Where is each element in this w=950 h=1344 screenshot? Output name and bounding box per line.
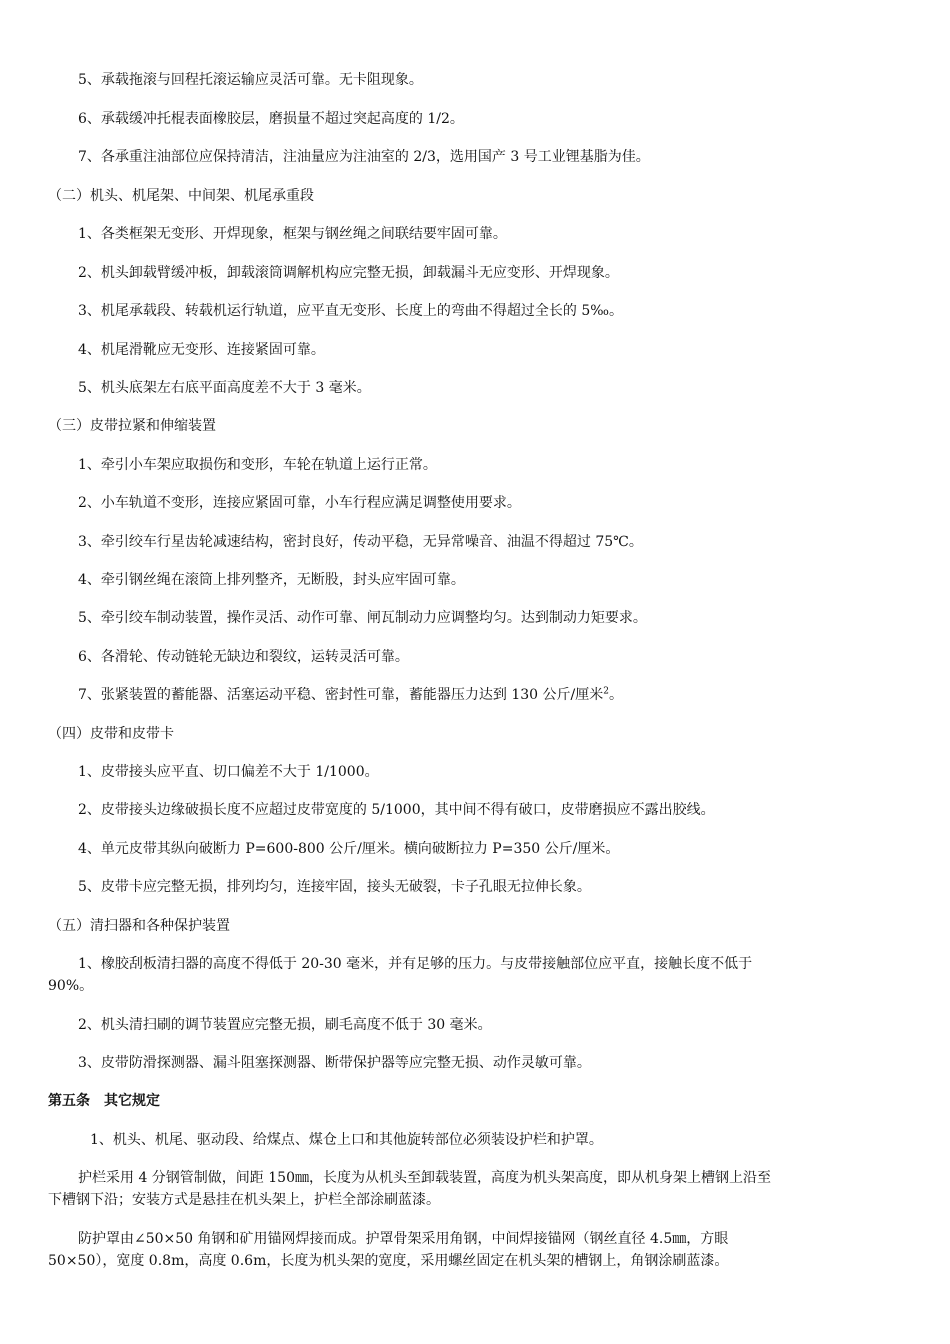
text-line-33 — [48, 1251, 728, 1271]
line-text: 3、皮带防滑探测器、漏斗阻塞探测器、断带保护器等应完整无损、动作灵敏可靠。 — [78, 1055, 591, 1071]
line-text: 1、皮带接头应平直、切口偏差不大于 1/1000。 — [78, 764, 379, 780]
heading-text: （二）机头、机尾架、中间架、机尾承重段 — [48, 188, 314, 204]
line-text: 1、牵引小车架应取损伤和变形，车轮在轨道上运行正常。 — [78, 457, 437, 473]
line-text: 护栏采用 4 分钢管制做，间距 150㎜，长度为从机头至卸载装置，高度为机头架高度，即从机身架上槽钢上沿至 — [78, 1170, 771, 1186]
line-text: 5、牵引绞车制动装置，操作灵活、动作可靠、闸瓦制动力应调整均匀。达到制动力矩要求。 — [78, 610, 647, 626]
line-text: 4、牵引钢丝绳在滚筒上排列整齐，无断股，封头应牢固可靠。 — [78, 572, 465, 588]
article-title — [48, 1091, 160, 1111]
line-text: 1、橡胶刮板清扫器的高度不得低于 20-30 毫米，并有足够的压力。与皮带接触部位应平直，接触长度不低于 — [78, 956, 753, 972]
line-tail: 。 — [608, 687, 623, 703]
line-text: 1、机头、机尾、驱动段、给煤点、煤仓上口和其他旋转部位必须装设护栏和护罩。 — [90, 1132, 603, 1148]
section-heading-4 — [48, 724, 174, 744]
section-heading-3 — [48, 416, 216, 436]
text-line-12 — [78, 493, 521, 513]
text-line-19 — [78, 762, 379, 782]
line-text: 3、机尾承载段、转载机运行轨道，应平直无变形、长度上的弯曲不得超过全长的 5‰。 — [78, 303, 624, 319]
text-line-29 — [90, 1130, 603, 1150]
text-line-1 — [78, 70, 423, 90]
line-text: 3、牵引绞车行星齿轮减速结构，密封良好，传动平稳，无异常噪音、油温不得超过 75℃。 — [78, 534, 643, 550]
text-line-7 — [78, 301, 623, 321]
text-line-13 — [78, 532, 643, 552]
line-text: 2、机头卸载臂缓冲板，卸载滚筒调解机构应完整无损，卸载漏斗无应变形、开焊现象。 — [78, 265, 619, 281]
line-text: 50×50），宽度 0.8m，高度 0.6m，长度为机头架的宽度，采用螺丝固定在机头架的槽钢上，角钢涂刷蓝漆。 — [48, 1253, 729, 1269]
heading-text: （四）皮带和皮带卡 — [48, 726, 174, 742]
line-text: 7、各承重注油部位应保持清洁，注油量应为注油室的 2/3，选用国产 3 号工业锂基脂为佳。 — [78, 149, 650, 165]
line-text: 7、张紧装置的蓄能器、活塞运动平稳、密封性可靠，蓄能器压力达到 130 公斤/厘米 — [78, 687, 604, 703]
line-text: 下槽钢下沿；安装方式是悬挂在机头架上，护栏全部涂刷蓝漆。 — [48, 1192, 440, 1208]
text-line-31 — [48, 1190, 440, 1210]
title-text: 第五条 其它规定 — [48, 1093, 160, 1109]
line-text: 2、机头清扫刷的调节装置应完整无损，刷毛高度不低于 30 毫米。 — [78, 1017, 492, 1033]
text-line-20 — [78, 800, 715, 820]
text-line-22 — [78, 877, 591, 897]
text-line-17 — [78, 685, 623, 705]
section-heading-5 — [48, 916, 230, 936]
text-line-15 — [78, 608, 647, 628]
line-text: 5、皮带卡应完整无损，排列均匀，连接牢固，接头无破裂，卡子孔眼无拉伸长象。 — [78, 879, 591, 895]
text-line-2 — [78, 109, 464, 129]
text-line-24 — [78, 954, 752, 974]
text-line-6 — [78, 263, 619, 283]
text-line-9 — [78, 378, 371, 398]
text-line-3 — [78, 147, 650, 167]
text-line-14 — [78, 570, 465, 590]
superscript: 2 — [603, 686, 609, 697]
line-text: 防护罩由∠50×50 角钢和矿用锚网焊接而成。护罩骨架采用角钢，中间焊接锚网（钢丝直径 4.5㎜，方眼 — [78, 1231, 729, 1247]
text-line-25 — [48, 976, 93, 996]
text-line-16 — [78, 647, 409, 667]
line-text: 6、各滑轮、传动链轮无缺边和裂纹，运转灵活可靠。 — [78, 649, 409, 665]
line-text: 90%。 — [48, 978, 94, 994]
text-line-21 — [78, 839, 619, 859]
heading-text: （三）皮带拉紧和伸缩装置 — [48, 418, 216, 434]
line-text: 5、承载拖滚与回程托滚运输应灵活可靠。无卡阻现象。 — [78, 72, 423, 88]
text-line-5 — [78, 224, 507, 244]
text-line-26 — [78, 1015, 492, 1035]
text-line-27 — [78, 1053, 591, 1073]
text-line-32 — [78, 1229, 728, 1249]
line-text: 2、小车轨道不变形，连接应紧固可靠，小车行程应满足调整使用要求。 — [78, 495, 521, 511]
line-text: 1、各类框架无变形、开焊现象，框架与钢丝绳之间联结要牢固可靠。 — [78, 226, 507, 242]
line-text: 6、承载缓冲托棍表面橡胶层，磨损量不超过突起高度的 1/2。 — [78, 111, 464, 127]
text-line-30 — [78, 1168, 771, 1188]
section-heading-2 — [48, 186, 314, 206]
line-text: 4、机尾滑靴应无变形、连接紧固可靠。 — [78, 342, 325, 358]
text-line-8 — [78, 340, 325, 360]
text-line-11 — [78, 455, 437, 475]
heading-text: （五）清扫器和各种保护装置 — [48, 918, 230, 934]
line-text: 4、单元皮带其纵向破断力 P=600-800 公斤/厘米。横向破断拉力 P=350 公斤/厘米。 — [78, 841, 620, 857]
line-text: 5、机头底架左右底平面高度差不大于 3 毫米。 — [78, 380, 371, 396]
line-text: 2、皮带接头边缘破损长度不应超过皮带宽度的 5/1000，其中间不得有破口，皮带磨损应不露出胶线。 — [78, 802, 715, 818]
